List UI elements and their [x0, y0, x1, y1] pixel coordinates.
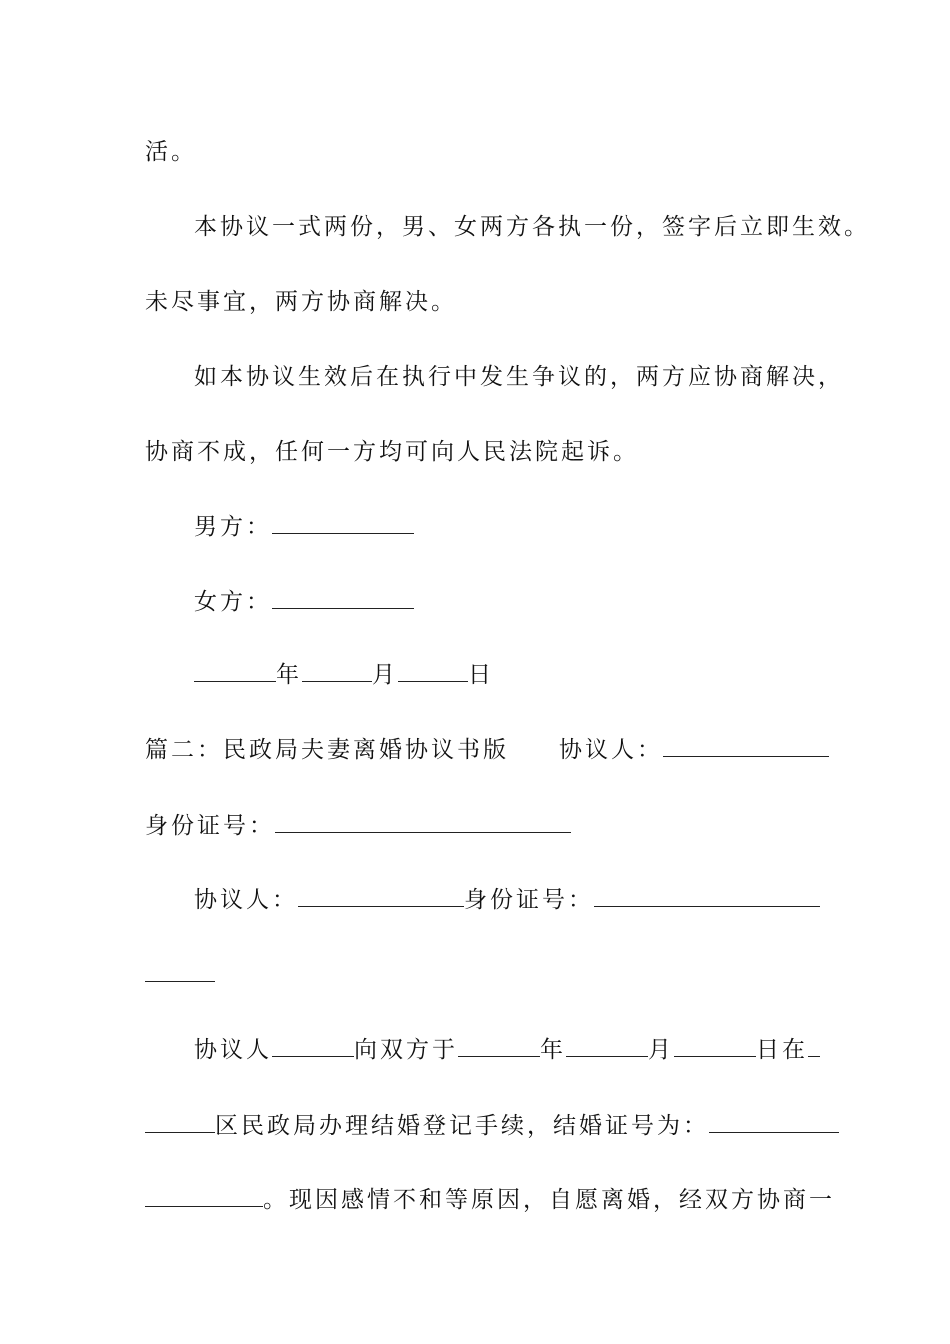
marriage-text-5: 日在: [756, 1037, 808, 1063]
id2-blank-continued: [145, 955, 215, 982]
marriage-day-blank: [674, 1030, 756, 1057]
id-label: 身份证号：: [464, 887, 594, 913]
section2-heading: 篇二：民政局夫妻离婚协议书版: [145, 737, 509, 763]
paragraph-line: 本协议一式两份，男、女两方各执一份，签字后立即生效。: [194, 214, 870, 240]
marriage-text-2: 向双方于: [354, 1037, 458, 1063]
registration-text: 区民政局办理结婚登记手续，结婚证号为：: [215, 1113, 709, 1139]
marriage-text-1: 协议人: [194, 1037, 272, 1063]
party-label: 协议人：: [559, 737, 663, 763]
id-label: 身份证号：: [145, 813, 275, 839]
day-label: 日: [468, 662, 494, 688]
female-signature-line: [194, 582, 414, 622]
date-line: [194, 655, 494, 695]
party-label: 协议人：: [194, 887, 298, 913]
female-label: 女方：: [194, 589, 272, 615]
certificate-number-blank: [709, 1106, 839, 1133]
id2-blank: [594, 880, 820, 907]
section2-heading-line: [145, 730, 829, 770]
reason-line: [145, 1180, 835, 1220]
female-signature-blank: [272, 582, 414, 609]
paragraph-line: 如本协议生效后在执行中发生争议的，两方应协商解决，: [194, 364, 844, 390]
marriage-line: [194, 1030, 820, 1070]
reason-text: 。现因感情不和等原因，自愿离婚，经双方协商一: [263, 1187, 835, 1213]
district-blank: [145, 1106, 215, 1133]
year-blank: [194, 655, 276, 682]
registration-line: [145, 1106, 839, 1146]
district-blank-start: [808, 1030, 820, 1057]
month-blank: [302, 655, 372, 682]
id-number-line: [145, 806, 571, 846]
party2-line: [194, 880, 820, 920]
name-blank: [272, 1030, 354, 1057]
paragraph-line: 未尽事宜，两方协商解决。: [145, 289, 457, 315]
male-signature-line: [194, 507, 414, 547]
male-signature-blank: [272, 507, 414, 534]
id-number-blank: [275, 806, 571, 833]
day-blank: [398, 655, 468, 682]
marriage-year-blank: [458, 1030, 540, 1057]
party-blank: [663, 730, 829, 757]
id2-continuation-line: [145, 955, 215, 995]
party2-blank: [298, 880, 464, 907]
male-label: 男方：: [194, 514, 272, 540]
paragraph-line: 协商不成，任何一方均可向人民法院起诉。: [145, 439, 639, 465]
marriage-text-4: 月: [648, 1037, 674, 1063]
year-label: 年: [276, 662, 302, 688]
certificate-number-blank-continued: [145, 1180, 263, 1207]
paragraph-line: 活。: [145, 139, 197, 165]
marriage-month-blank: [566, 1030, 648, 1057]
marriage-text-3: 年: [540, 1037, 566, 1063]
month-label: 月: [372, 662, 398, 688]
